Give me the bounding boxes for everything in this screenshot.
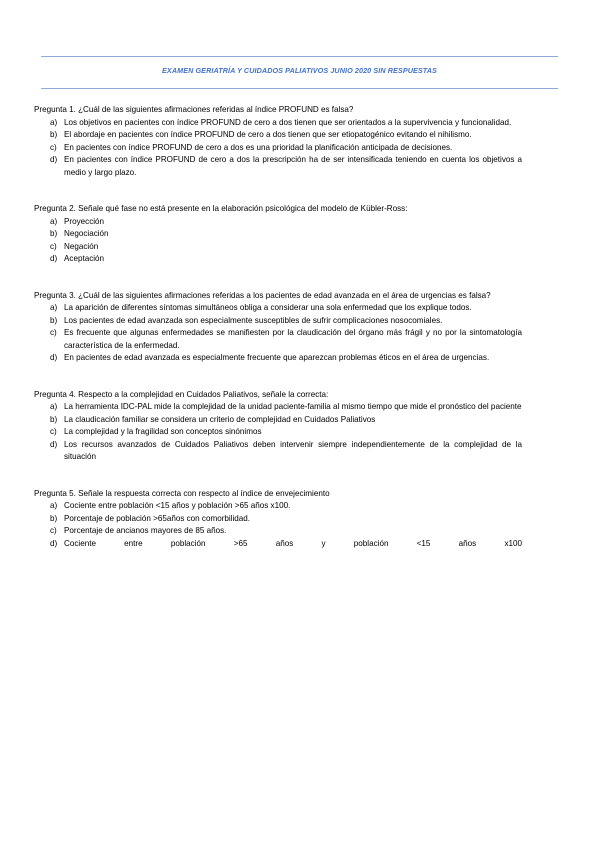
option-letter: d): [50, 353, 58, 362]
option-text: En pacientes de edad avanzada es especialmente frecuente que aparezcan problemas éticos en el área de urgencias.: [64, 353, 490, 362]
option-text: Porcentaje de población >65años con comorbilidad.: [64, 513, 251, 523]
option-letter: b): [50, 229, 58, 238]
option-letter: c): [50, 241, 57, 251]
option-item: [34, 500, 522, 513]
option-item: [34, 117, 522, 130]
page-header-title: EXAMEN GERIATRÍA Y CUIDADOS PALIATIVOS JUNIO 2020 SIN RESPUESTAS: [162, 66, 437, 75]
question-3: [34, 290, 522, 365]
header-bottom-rule: [41, 88, 558, 89]
option-letter: d): [50, 439, 58, 449]
option-item: [34, 401, 522, 414]
option-letter: b): [50, 315, 58, 325]
option-letter: c): [50, 328, 57, 337]
option-item: [34, 414, 522, 427]
option-item: [34, 241, 522, 254]
exam-content: [34, 104, 522, 574]
option-text: Cociente entre población >65 años y población <15 años x100: [64, 538, 522, 548]
options-list: [34, 302, 522, 365]
option-item: [34, 513, 522, 526]
option-text: El abordaje en pacientes con índice PROFUND de cero a dos tienen que ser etiopatogénico evitando el nihilismo.: [64, 130, 472, 139]
option-text: Es frecuente que algunas enfermedades se manifiesten por la claudicación del órgano más frágil y no por la sintomatología característica de la enfermedad.: [64, 328, 522, 350]
question-title: Pregunta 5. Señale la respuesta correcta con respecto al índice de envejecimiento: [34, 488, 330, 498]
option-item: [34, 216, 522, 229]
option-item: [34, 315, 522, 328]
question-title: Pregunta 1. ¿Cuál de las siguientes afirmaciones referidas al índice PROFUND es falsa?: [34, 105, 354, 114]
option-item: [34, 228, 522, 241]
option-letter: c): [50, 526, 57, 535]
option-letter: b): [50, 513, 58, 523]
option-text: Los objetivos en pacientes con índice PROFUND de cero a dos tienen que ser orientados a la supervivencia y funcionalidad.: [64, 117, 512, 127]
option-letter: d): [50, 254, 58, 263]
option-letter: a): [50, 402, 58, 411]
option-letter: a): [50, 501, 58, 510]
option-item: [34, 154, 522, 179]
option-text: Proyección: [64, 216, 105, 226]
question-2: [34, 203, 522, 266]
option-item: [34, 129, 522, 142]
option-text: Negación: [64, 241, 99, 251]
option-text: Los pacientes de edad avanzada son especialmente susceptibles de sufrir complicaciones nosocomiales.: [64, 315, 443, 325]
option-text: En pacientes con índice PROFUND de cero a dos es una prioridad la planificación anticipada de decisiones.: [64, 142, 453, 152]
option-letter: c): [50, 427, 57, 436]
option-text: La herramienta IDC-PAL mide la complejidad de la unidad paciente-familia al mismo tiempo que mide el pronóstico del paciente: [64, 402, 522, 411]
option-item: [34, 327, 522, 352]
options-list: [34, 117, 522, 180]
option-text: Cociente entre población <15 años y población >65 años x100.: [64, 501, 291, 510]
option-item: [34, 426, 522, 439]
option-letter: a): [50, 117, 58, 127]
option-item: [34, 352, 522, 365]
option-item: [34, 142, 522, 155]
option-item: [34, 253, 522, 266]
option-text: La aparición de diferentes síntomas simultáneos obliga a considerar una sola enfermedad que los explique todos.: [64, 303, 472, 312]
question-title: Pregunta 2. Señale qué fase no está presente en la elaboración psicológica del modelo de Kübler-Ross:: [34, 204, 408, 213]
question-5: [34, 488, 522, 551]
option-letter: d): [50, 155, 58, 164]
question-title: Pregunta 3. ¿Cuál de las siguientes afirmaciones referidas a los pacientes de edad avanzada en el área de urgencias es falsa?: [34, 290, 491, 300]
options-list: [34, 216, 522, 266]
option-letter: b): [50, 414, 58, 424]
option-text: Aceptación: [64, 254, 105, 263]
question-title: Pregunta 4. Respecto a la complejidad en Cuidados Paliativos, señale la correcta:: [34, 389, 329, 399]
option-text: Negociación: [64, 229, 109, 238]
option-text: En pacientes con índice PROFUND de cero a dos la prescripción ha de ser intensificada teniendo en cuenta los objetivos a medio y largo plazo.: [64, 155, 522, 177]
option-letter: a): [50, 216, 58, 226]
option-letter: d): [50, 538, 58, 548]
options-list: [34, 500, 522, 550]
question-1: [34, 104, 522, 179]
options-list: [34, 401, 522, 464]
option-text: La claudicación familiar se considera un criterio de complejidad en Cuidados Paliativos: [64, 414, 376, 424]
option-item: [34, 302, 522, 315]
header-top-rule: [41, 56, 558, 57]
option-item: [34, 538, 522, 551]
question-4: [34, 389, 522, 464]
option-item: [34, 439, 522, 464]
option-text: Porcentaje de ancianos mayores de 85 años.: [64, 526, 227, 535]
option-text: Los recursos avanzados de Cuidados Paliativos deben intervenir siempre independientemente de la complejidad de la situación: [64, 439, 522, 461]
option-text: La complejidad y la fragilidad son conceptos sinónimos: [64, 427, 262, 436]
option-letter: a): [50, 303, 58, 312]
option-letter: c): [50, 142, 57, 152]
option-item: [34, 525, 522, 538]
option-letter: b): [50, 130, 58, 139]
